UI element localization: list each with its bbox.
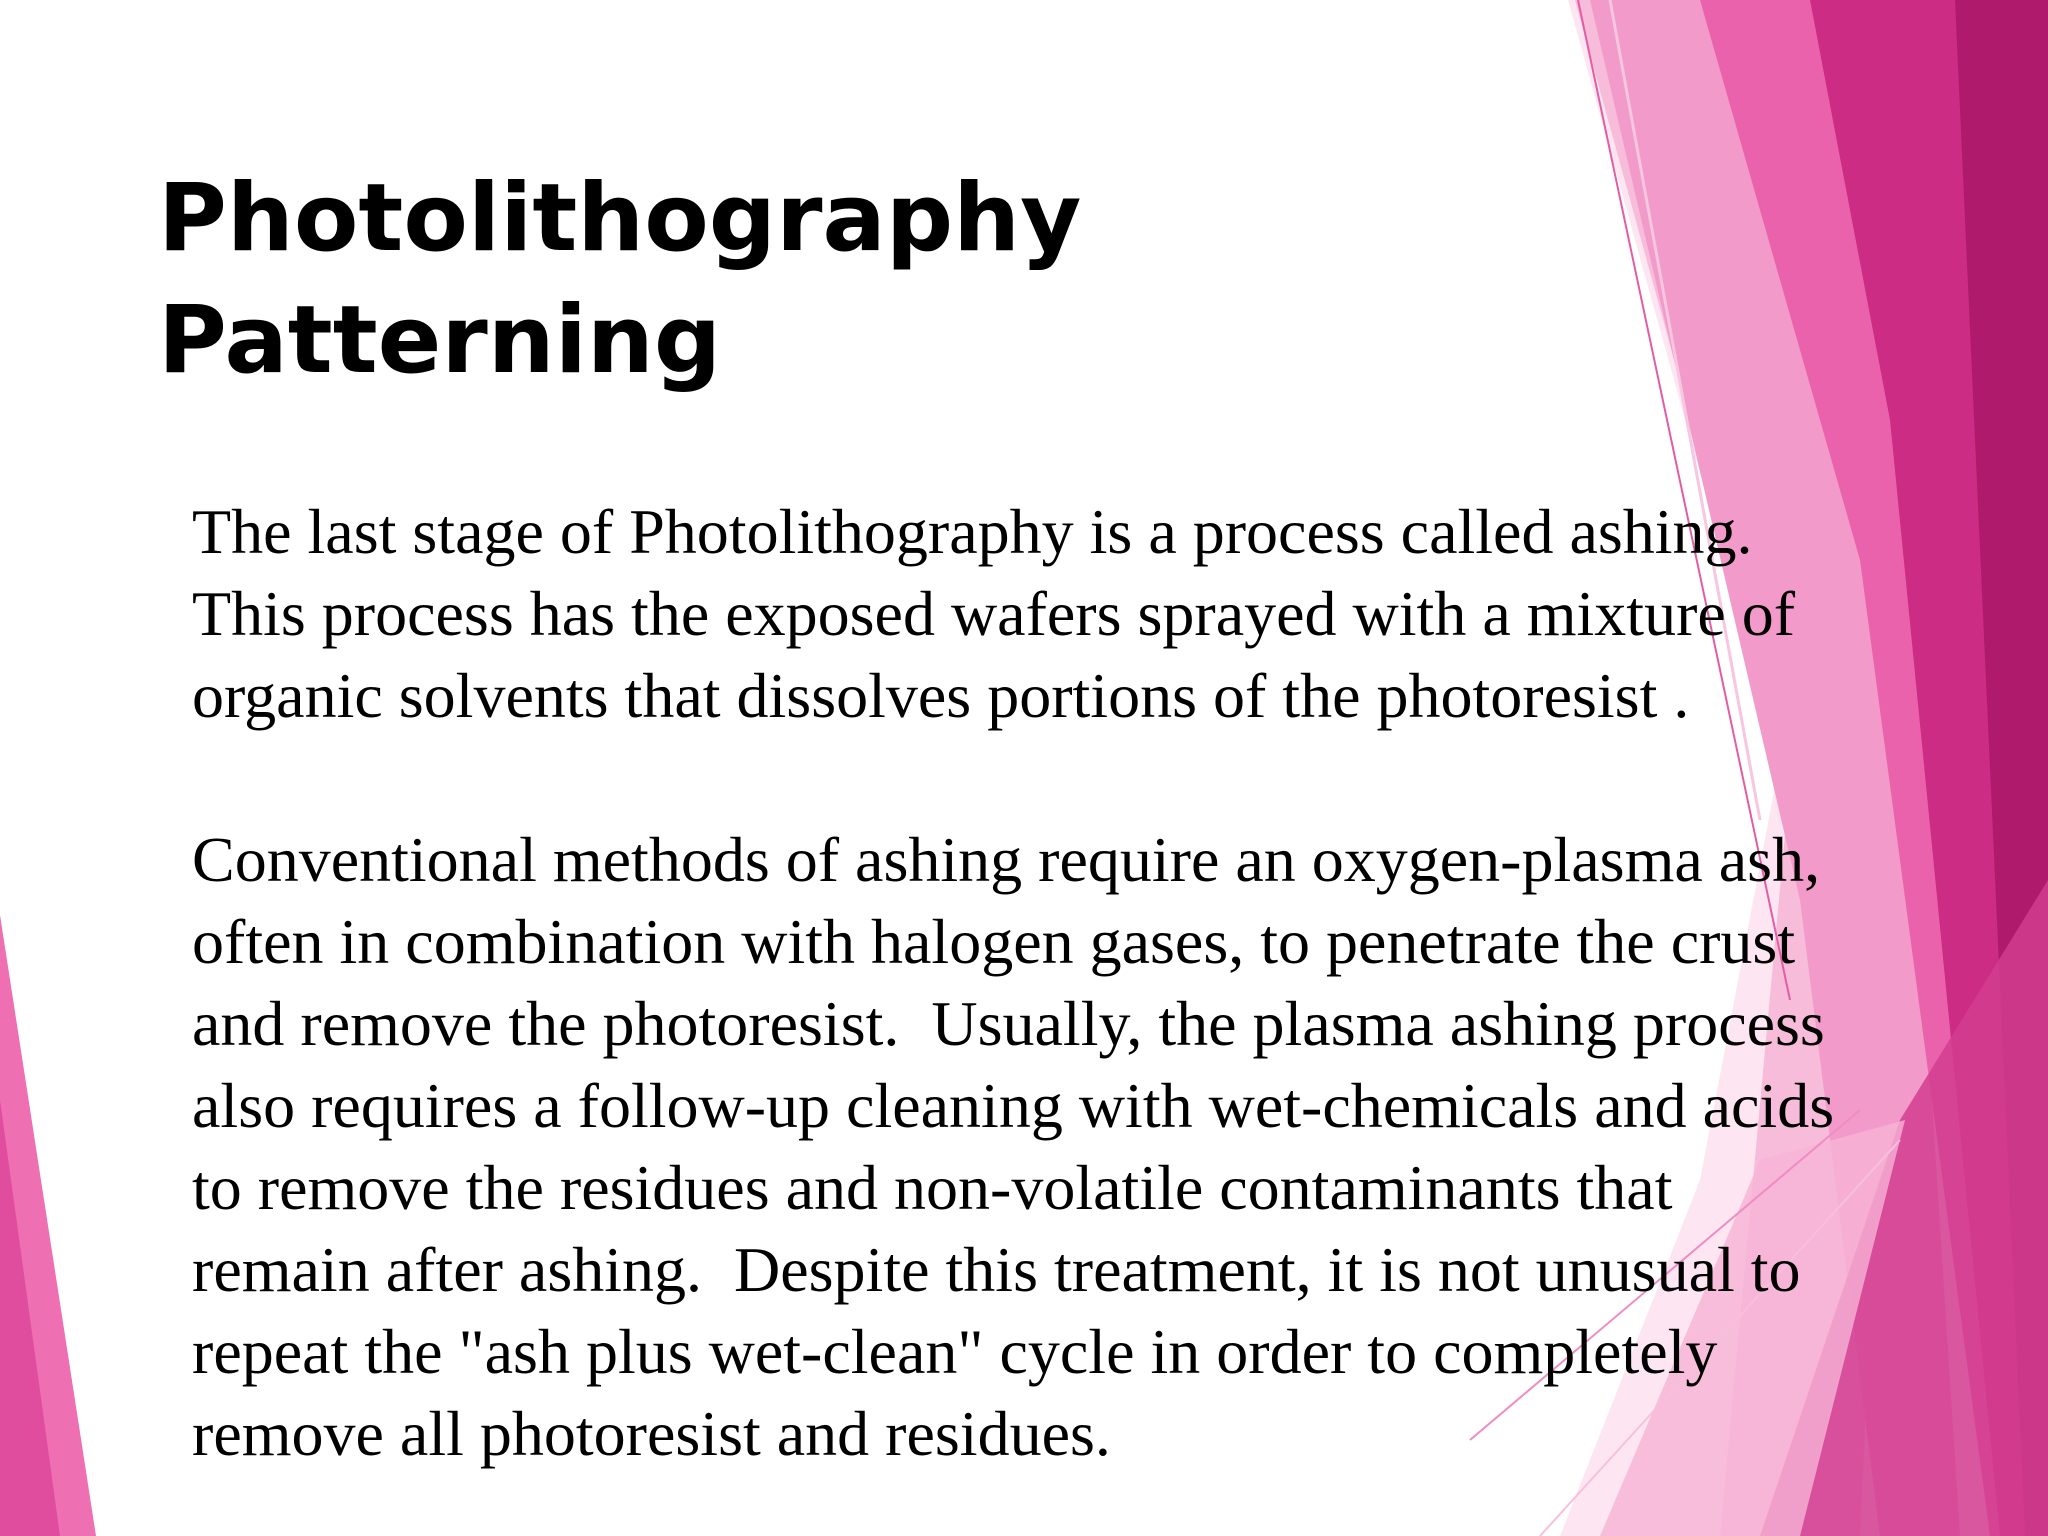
slide-body-text (192, 491, 1992, 1475)
text-line: and remove the photoresist. Usually, the plasma ashing process (192, 988, 1825, 1059)
text-line: Conventional methods of ashing require an oxygen-plasma ash, (192, 824, 1821, 895)
text-line: The last stage of Photolithography is a process called ashing. (192, 496, 1753, 567)
text-line: remain after ashing. Despite this treatment, it is not unusual to (192, 1234, 1801, 1305)
slide-title (158, 158, 1081, 402)
paragraph-spacer (192, 737, 1992, 819)
text-line: repeat the "ash plus wet-clean" cycle in order to completely (192, 1316, 1718, 1387)
paragraph-conventional-methods (192, 819, 1992, 1475)
text-line: also requires a follow-up cleaning with wet-chemicals and acids (192, 1070, 1835, 1141)
text-line: to remove the residues and non-volatile contaminants that (192, 1152, 1673, 1223)
title-line-2: Patterning (158, 286, 722, 395)
text-line: This process has the exposed wafers sprayed with a mixture of (192, 578, 1796, 649)
text-line: often in combination with halogen gases, to penetrate the crust (192, 906, 1796, 977)
paragraph-ashing-intro (192, 491, 1992, 737)
title-line-1: Photolithography (158, 164, 1082, 273)
text-line: remove all photoresist and residues. (192, 1398, 1111, 1469)
text-line: organic solvents that dissolves portions of the photoresist . (192, 660, 1690, 731)
